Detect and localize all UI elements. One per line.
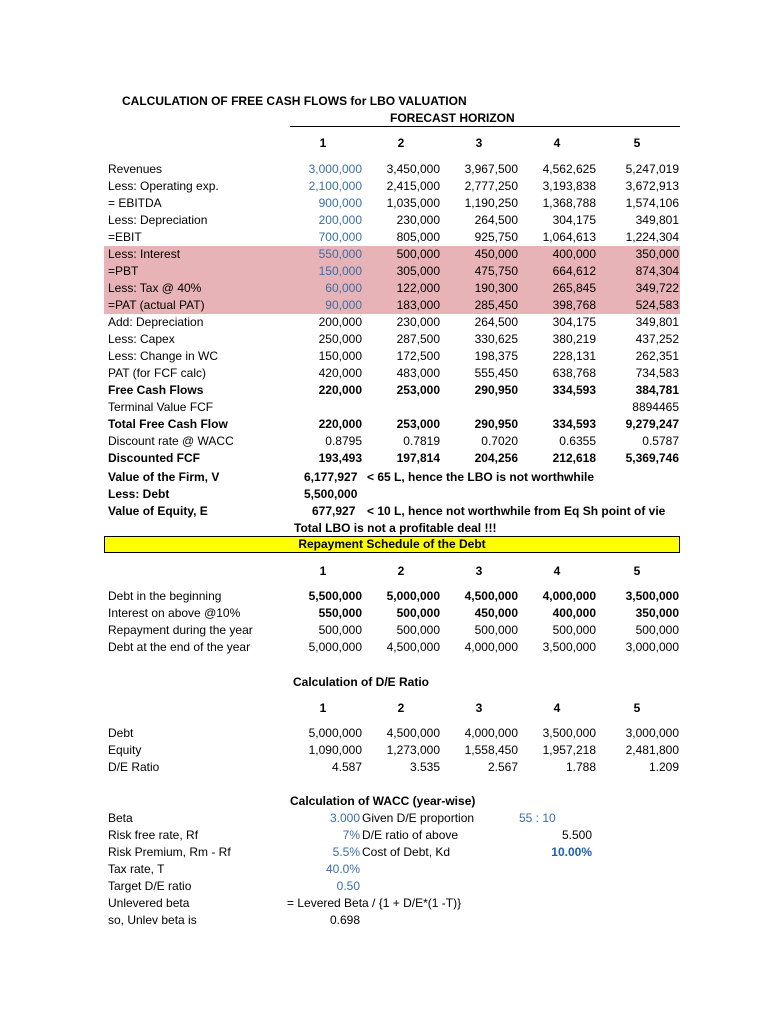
repay-year-3: 3	[475, 564, 483, 578]
fcf-cell: 250,000	[318, 332, 362, 346]
repay-year-2: 2	[397, 564, 405, 578]
de-cell: 5,000,000	[308, 726, 362, 740]
repayment-row-label: Debt in the beginning	[108, 589, 222, 603]
de-cell: 1.788	[565, 760, 596, 774]
fcf-cell: 122,000	[396, 281, 440, 295]
fcf-cell: 265,845	[552, 281, 596, 295]
fcf-cell: 349,801	[635, 315, 679, 329]
fcf-cell: 3,000,000	[308, 162, 362, 176]
fcf-cell: 555,450	[474, 366, 518, 380]
fcf-cell: 230,000	[396, 213, 440, 227]
repayment-cell: 4,000,000	[542, 589, 596, 603]
repayment-cell: 500,000	[318, 623, 362, 637]
de-cell: 3,000,000	[625, 726, 679, 740]
fcf-cell: 198,375	[474, 349, 518, 363]
fcf-cell: 304,175	[552, 315, 596, 329]
firm-value-label: Value of the Firm, V	[108, 470, 220, 484]
fcf-cell: 0.7819	[403, 434, 440, 448]
fcf-year-4: 4	[553, 136, 561, 150]
tax-rate-label: Tax rate, T	[108, 862, 165, 876]
fcf-row-label: Total Free Cash Flow	[108, 417, 228, 431]
fcf-cell: 734,583	[635, 366, 679, 380]
repayment-cell: 550,000	[318, 606, 362, 620]
de-row-label: Equity	[108, 743, 142, 757]
fcf-row-label: Less: Operating exp.	[108, 179, 219, 193]
fcf-cell: 2,777,250	[464, 179, 518, 193]
fcf-row-label: PAT (for FCF calc)	[108, 366, 207, 380]
firm-value: 6,177,927	[304, 470, 358, 484]
de-year-1: 1	[319, 701, 327, 715]
fcf-cell: 287,500	[396, 332, 440, 346]
fcf-cell: 1,368,788	[542, 196, 596, 210]
fcf-cell: 9,279,247	[625, 417, 679, 431]
fcf-cell: 90,000	[325, 298, 362, 312]
fcf-cell: 290,950	[474, 417, 518, 431]
de-cell: 1.209	[648, 760, 679, 774]
repayment-cell: 3,500,000	[542, 640, 596, 654]
fcf-cell: 230,000	[396, 315, 440, 329]
fcf-cell: 483,000	[396, 366, 440, 380]
fcf-cell: 2,100,000	[308, 179, 362, 193]
fcf-cell: 150,000	[318, 349, 362, 363]
header-divider	[290, 126, 680, 127]
fcf-cell: 150,000	[318, 264, 362, 278]
fcf-row-label: =EBIT	[108, 230, 142, 244]
de-cell: 2,481,800	[625, 743, 679, 757]
fcf-row-label: Less: Tax @ 40%	[108, 281, 202, 295]
repayment-cell: 500,000	[396, 623, 440, 637]
de-year-4: 4	[553, 701, 561, 715]
fcf-year-1: 1	[319, 136, 327, 150]
fcf-cell: 200,000	[318, 213, 362, 227]
fcf-cell: 220,000	[318, 417, 362, 431]
fcf-cell: 420,000	[318, 366, 362, 380]
fcf-cell: 1,190,250	[464, 196, 518, 210]
fcf-row-label: Less: Change in WC	[108, 349, 219, 363]
de-cell: 4.587	[331, 760, 362, 774]
de-year-5: 5	[633, 701, 641, 715]
repayment-cell: 3,000,000	[625, 640, 679, 654]
fcf-cell: 550,000	[318, 247, 362, 261]
fcf-cell: 900,000	[318, 196, 362, 210]
fcf-cell: 193,493	[318, 451, 362, 465]
de-cell: 3.535	[409, 760, 440, 774]
target-de-label: Target D/E ratio	[108, 879, 192, 893]
repayment-title: Repayment Schedule of the Debt	[298, 537, 486, 551]
de-cell: 1,957,218	[542, 743, 596, 757]
risk-free-value: 7%	[342, 828, 360, 842]
de-above-label: D/E ratio of above	[362, 828, 459, 842]
fcf-cell: 228,131	[552, 349, 596, 363]
repayment-row-label: Debt at the end of the year	[108, 640, 251, 654]
fcf-cell: 925,750	[474, 230, 518, 244]
de-above-value: 5.500	[561, 828, 592, 842]
fcf-cell: 1,064,613	[542, 230, 596, 244]
fcf-year-3: 3	[475, 136, 483, 150]
fcf-cell: 349,801	[635, 213, 679, 227]
fcf-cell: 264,500	[474, 315, 518, 329]
de-cell: 4,500,000	[386, 726, 440, 740]
fcf-cell: 183,000	[396, 298, 440, 312]
repay-year-4: 4	[553, 564, 561, 578]
fcf-cell: 0.5787	[642, 434, 679, 448]
de-cell: 3,500,000	[542, 726, 596, 740]
repay-year-5: 5	[633, 564, 641, 578]
fcf-cell: 398,768	[552, 298, 596, 312]
fcf-row-label: Free Cash Flows	[108, 383, 204, 397]
fcf-cell: 172,500	[396, 349, 440, 363]
de-ratio-title: Calculation of D/E Ratio	[293, 675, 430, 689]
forecast-horizon-label: FORECAST HORIZON	[390, 111, 515, 125]
unlevered-beta-result-label: so, Unlev beta is	[108, 913, 197, 927]
repayment-cell: 3,500,000	[625, 589, 679, 603]
de-cell: 1,090,000	[308, 743, 362, 757]
de-cell: 1,558,450	[464, 743, 518, 757]
fcf-cell: 3,967,500	[464, 162, 518, 176]
given-de-label: Given D/E proportion	[362, 811, 475, 825]
fcf-row-label: = EBITDA	[108, 196, 162, 210]
fcf-row-label: Discounted FCF	[108, 451, 200, 465]
de-year-2: 2	[397, 701, 405, 715]
fcf-cell: 700,000	[318, 230, 362, 244]
fcf-cell: 4,562,625	[542, 162, 596, 176]
fcf-cell: 3,450,000	[386, 162, 440, 176]
fcf-cell: 1,224,304	[625, 230, 679, 244]
fcf-row-label: Terminal Value FCF	[108, 400, 214, 414]
fcf-year-5: 5	[633, 136, 641, 150]
beta-label: Beta	[108, 811, 133, 825]
fcf-cell: 5,247,019	[625, 162, 679, 176]
tax-rate-value: 40.0%	[325, 862, 360, 876]
fcf-cell: 253,000	[396, 383, 440, 397]
fcf-cell: 0.8795	[325, 434, 362, 448]
fcf-row-label: Less: Depreciation	[108, 213, 208, 227]
fcf-row-label: Less: Interest	[108, 247, 181, 261]
fcf-cell: 190,300	[474, 281, 518, 295]
fcf-row-label: Discount rate @ WACC	[108, 434, 234, 448]
fcf-cell: 200,000	[318, 315, 362, 329]
fcf-cell: 334,593	[552, 383, 596, 397]
repayment-row-label: Repayment during the year	[108, 623, 253, 637]
fcf-cell: 475,750	[474, 264, 518, 278]
page-title: CALCULATION OF FREE CASH FLOWS for LBO VALUATION	[122, 94, 467, 108]
fcf-cell: 330,625	[474, 332, 518, 346]
repayment-cell: 500,000	[552, 623, 596, 637]
fcf-cell: 874,304	[635, 264, 679, 278]
fcf-row-label: Add: Depreciation	[108, 315, 204, 329]
fcf-cell: 1,035,000	[386, 196, 440, 210]
fcf-cell: 3,672,913	[625, 179, 679, 193]
repayment-cell: 4,500,000	[386, 640, 440, 654]
fcf-cell: 524,583	[635, 298, 679, 312]
risk-free-label: Risk free rate, Rf	[108, 828, 199, 842]
fcf-cell: 264,500	[474, 213, 518, 227]
fcf-cell: 400,000	[552, 247, 596, 261]
given-de-value: 55 : 10	[519, 811, 556, 825]
fcf-cell: 8894465	[632, 400, 679, 414]
unlevered-beta-label: Unlevered beta	[108, 896, 190, 910]
repay-year-1: 1	[319, 564, 327, 578]
fcf-row-label: Revenues	[108, 162, 163, 176]
repayment-cell: 500,000	[396, 606, 440, 620]
fcf-cell: 500,000	[396, 247, 440, 261]
repayment-cell: 400,000	[552, 606, 596, 620]
equity-value: 677,927	[312, 504, 356, 518]
less-debt-value: 5,500,000	[304, 487, 358, 501]
de-row-label: Debt	[108, 726, 134, 740]
repayment-cell: 500,000	[635, 623, 679, 637]
risk-premium-label: Risk Premium, Rm - Rf	[108, 845, 231, 859]
de-year-3: 3	[475, 701, 483, 715]
fcf-cell: 1,574,106	[625, 196, 679, 210]
fcf-row-label: =PBT	[108, 264, 139, 278]
fcf-cell: 290,950	[474, 383, 518, 397]
conclusion-text: Total LBO is not a profitable deal !!!	[294, 521, 497, 535]
fcf-cell: 350,000	[635, 247, 679, 261]
fcf-cell: 262,351	[635, 349, 679, 363]
fcf-cell: 349,722	[635, 281, 679, 295]
equity-value-note: < 10 L, hence not worthwhile from Eq Sh point of vie	[367, 504, 666, 518]
fcf-year-2: 2	[397, 136, 405, 150]
fcf-cell: 60,000	[325, 281, 362, 295]
firm-value-note: < 65 L, hence the LBO is not worthwhile	[367, 470, 595, 484]
fcf-row-label: =PAT (actual PAT)	[108, 298, 205, 312]
equity-value-label: Value of Equity, E	[108, 504, 208, 518]
de-cell: 1,273,000	[386, 743, 440, 757]
fcf-cell: 3,193,838	[542, 179, 596, 193]
risk-premium-value: 5.5%	[332, 845, 360, 859]
unlevered-beta-formula: = Levered Beta / {1 + D/E*(1 -T)}	[287, 896, 462, 910]
fcf-cell: 0.7020	[481, 434, 518, 448]
fcf-cell: 384,781	[635, 383, 679, 397]
repayment-cell: 5,000,000	[386, 589, 440, 603]
repayment-cell: 4,000,000	[464, 640, 518, 654]
fcf-cell: 253,000	[396, 417, 440, 431]
repayment-cell: 350,000	[635, 606, 679, 620]
repayment-cell: 450,000	[474, 606, 518, 620]
cost-of-debt-label: Cost of Debt, Kd	[362, 845, 451, 859]
fcf-cell: 220,000	[318, 383, 362, 397]
fcf-cell: 304,175	[552, 213, 596, 227]
beta-value: 3.000	[329, 811, 360, 825]
repayment-cell: 5,000,000	[308, 640, 362, 654]
fcf-cell: 334,593	[552, 417, 596, 431]
repayment-cell: 500,000	[474, 623, 518, 637]
fcf-cell: 805,000	[396, 230, 440, 244]
fcf-cell: 437,252	[635, 332, 679, 346]
fcf-cell: 0.6355	[559, 434, 596, 448]
fcf-cell: 305,000	[396, 264, 440, 278]
less-debt-label: Less: Debt	[108, 487, 170, 501]
de-cell: 2.567	[487, 760, 518, 774]
de-cell: 4,000,000	[464, 726, 518, 740]
fcf-cell: 638,768	[552, 366, 596, 380]
fcf-cell: 285,450	[474, 298, 518, 312]
fcf-cell: 2,415,000	[386, 179, 440, 193]
cost-of-debt-value: 10.00%	[551, 845, 592, 859]
fcf-cell: 204,256	[474, 451, 518, 465]
fcf-cell: 664,612	[552, 264, 596, 278]
fcf-cell: 450,000	[474, 247, 518, 261]
fcf-cell: 197,814	[396, 451, 440, 465]
fcf-cell: 5,369,746	[625, 451, 679, 465]
repayment-cell: 4,500,000	[464, 589, 518, 603]
fcf-cell: 212,618	[552, 451, 596, 465]
repayment-cell: 5,500,000	[308, 589, 362, 603]
fcf-row-label: Less: Capex	[108, 332, 175, 346]
repayment-row-label: Interest on above @10%	[108, 606, 241, 620]
wacc-title: Calculation of WACC (year-wise)	[290, 794, 476, 808]
fcf-cell: 380,219	[552, 332, 596, 346]
target-de-value: 0.50	[336, 879, 360, 893]
de-row-label: D/E Ratio	[108, 760, 160, 774]
unlevered-beta-result: 0.698	[329, 913, 360, 927]
